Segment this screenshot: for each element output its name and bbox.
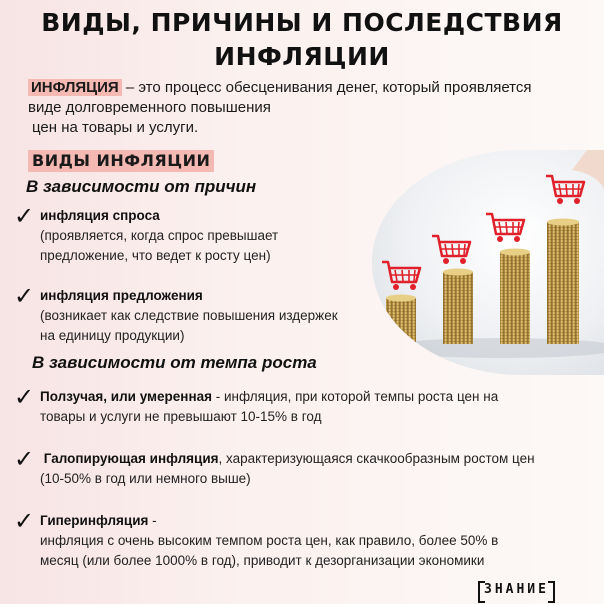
item-desc-0: , характеризующаяся скачкообразным ростом цен (218, 451, 535, 466)
definition-text-2: виде долговременного повышения (28, 99, 271, 116)
item-title: инфляция предложения (40, 288, 203, 303)
coins-carts-icon (372, 150, 604, 375)
heading-by-rate: В зависимости от темпа роста (32, 353, 317, 372)
item-title: инфляция спроса (40, 208, 160, 223)
list-item-hyperinflation (14, 507, 499, 571)
checkmark-icon: ✓ (14, 282, 35, 310)
list-item-creeping (14, 383, 499, 427)
section-title: ВИДЫ ИНФЛЯЦИИ (28, 150, 214, 172)
checkmark-icon: ✓ (14, 445, 35, 473)
item-desc-1: (10-50% в год или немного выше) (40, 471, 251, 486)
brand-logo: ЗНАНИЕ (478, 581, 555, 599)
list-item-supply (14, 282, 338, 346)
title-line-1: ВИДЫ, ПРИЧИНЫ И ПОСЛЕДСТВИЯ (41, 8, 563, 37)
coin-stack-3 (500, 252, 530, 344)
heading-by-causes: В зависимости от причин (26, 177, 257, 196)
definition-term: ИНФЛЯЦИЯ (28, 79, 122, 96)
item-desc-2: предложение, что ведет к росту цен) (40, 248, 271, 263)
coin-stack-1 (386, 298, 416, 344)
item-title: Галопирующая инфляция (43, 451, 219, 466)
checkmark-icon: ✓ (14, 383, 35, 411)
definition (28, 78, 598, 138)
checkmark-icon: ✓ (14, 507, 35, 535)
item-desc-1: товары и услуги не превышают 10-15% в год (40, 409, 322, 424)
page-title (0, 6, 604, 74)
coin-stack-2 (443, 272, 473, 344)
coins-carts-illustration (372, 150, 604, 375)
item-title: Гиперинфляция (40, 513, 149, 528)
item-desc-0: - инфляция, при которой темпы роста цен на (212, 389, 499, 404)
definition-text-1: – это процесс обесценивания денег, который проявляется (121, 79, 532, 96)
item-desc-0: - (148, 513, 157, 528)
item-desc-2: на единицу продукции) (40, 328, 185, 343)
list-item-demand (14, 202, 279, 266)
list-item-galloping (14, 445, 535, 489)
item-desc-1: инфляция с очень высоким темпом роста цен, как правило, более 50% в (40, 533, 499, 548)
item-desc-1: (возникает как следствие повышения издержек (40, 308, 338, 323)
title-line-2: ИНФЛЯЦИИ (214, 42, 390, 71)
checkmark-icon: ✓ (14, 202, 35, 230)
coin-stack-4 (547, 222, 579, 344)
definition-text-3: цен на товары и услуги. (32, 119, 199, 136)
item-desc-1: (проявляется, когда спрос превышает (40, 228, 279, 243)
item-title: Ползучая, или умеренная (40, 389, 212, 404)
item-desc-2: месяц (или более 1000% в год), приводит к дезорганизации экономики (40, 553, 485, 568)
